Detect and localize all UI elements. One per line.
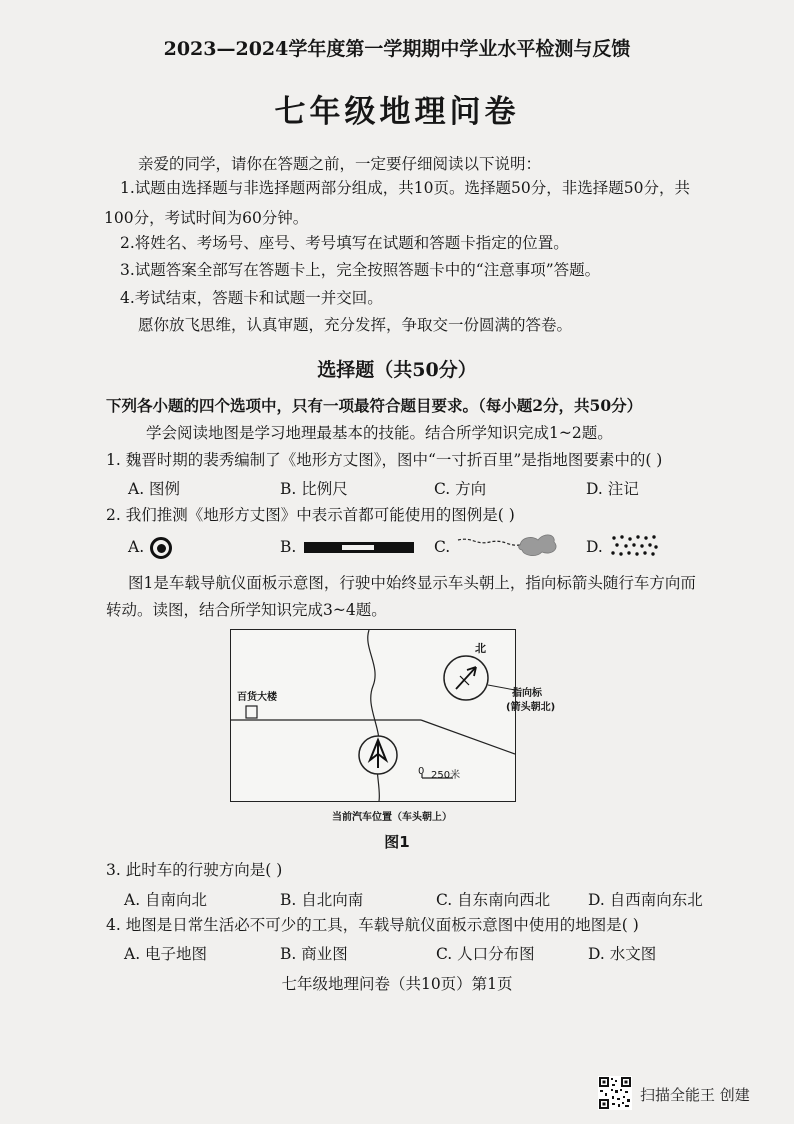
question-4-option-c: C. 人口分布图 — [436, 945, 535, 963]
question-4-option-d: D. 水文图 — [588, 945, 657, 963]
pointer-label: 指向标 — [512, 688, 542, 699]
boundary-lake-symbol-icon — [456, 530, 566, 560]
question-1-option-b: B. 比例尺 — [280, 480, 348, 498]
intro-item-2: 2.将姓名、考场号、座号、考号填写在试题和答题卡指定的位置。 — [120, 234, 569, 252]
context-3-4-line-1: 图1是车载导航仪面板示意图，行驶中始终显示车头朝上，指向标箭头随行车方向而 — [128, 574, 696, 592]
question-2-option-d: D. — [586, 538, 603, 556]
navigation-map-figure — [230, 629, 516, 802]
question-3-option-c: C. 自东南向西北 — [436, 891, 551, 909]
car-position-caption: 当前汽车位置（车头朝上） — [332, 812, 452, 823]
question-4-stem: 4. 地图是日常生活必不可少的工具，车载导航仪面板示意图中使用的地图是( ) — [106, 916, 639, 934]
question-2-option-c: C. — [434, 538, 451, 556]
question-2-stem: 2. 我们推测《地形方丈图》中表示首都可能使用的图例是( ) — [106, 506, 515, 524]
dot-pattern-symbol-icon — [610, 534, 660, 558]
question-1-option-c: C. 方向 — [434, 480, 487, 498]
scanner-watermark: 扫描全能王 创建 — [640, 1086, 750, 1104]
map-scale-value: 250米 — [431, 770, 461, 781]
intro-item-3: 3.试题答案全部写在答题卡上，完全按照答题卡中的“注意事项”答题。 — [120, 261, 601, 279]
intro-greeting: 亲爱的同学，请你在答题之前，一定要仔细阅读以下说明： — [138, 155, 542, 173]
section-title: 选择题（共50分） — [317, 359, 477, 381]
navigation-map-drawing — [231, 630, 515, 801]
figure-caption: 图1 — [384, 833, 410, 851]
map-scale-zero: 0 — [418, 766, 425, 777]
question-3-option-d: D. 自西南向东北 — [588, 891, 703, 909]
question-1-stem: 1. 魏晋时期的裴秀编制了《地形方丈图》，图中“一寸折百里”是指地图要素中的( ) — [106, 451, 663, 469]
question-4-option-b: B. 商业图 — [280, 945, 348, 963]
page-footer: 七年级地理问卷（共10页）第1页 — [281, 975, 513, 993]
question-3-stem: 3. 此时车的行驶方向是( ) — [106, 861, 283, 879]
context-3-4-line-2: 转动。读图，结合所学知识完成3~4题。 — [106, 601, 387, 619]
intro-item-1-cont: 100分，考试时间为60分钟。 — [104, 209, 309, 227]
qr-code-icon — [598, 1076, 632, 1110]
railway-symbol-icon — [304, 541, 416, 555]
exam-header: 2023—2024学年度第一学期期中学业水平检测与反馈 — [163, 38, 631, 60]
section-instruction: 下列各小题的四个选项中，只有一项最符合题目要求。（每小题2分，共50分） — [106, 396, 643, 415]
map-north-label: 北 — [475, 642, 486, 655]
intro-item-4: 4.考试结束，答题卡和试题一并交回。 — [120, 289, 383, 307]
exam-title: 七年级地理问卷 — [274, 94, 520, 130]
intro-wish: 愿你放飞思维，认真审题，充分发挥，争取交一份圆满的答卷。 — [138, 316, 573, 334]
question-3-option-a: A. 自南向北 — [124, 891, 208, 909]
context-1-2: 学会阅读地图是学习地理最基本的技能。结合所学知识完成1~2题。 — [146, 424, 613, 442]
question-2-option-a: A. — [128, 538, 145, 556]
question-3-option-b: B. 自北向南 — [280, 891, 364, 909]
pointer-label-note: (箭头朝北) — [506, 702, 556, 713]
question-1-option-d: D. 注记 — [586, 480, 639, 498]
question-2-option-b: B. — [280, 538, 297, 556]
question-4-option-a: A. 电子地图 — [124, 945, 208, 963]
capital-symbol-icon — [150, 537, 172, 559]
map-building-label: 百货大楼 — [237, 692, 277, 703]
intro-item-1: 1.试题由选择题与非选择题两部分组成，共10页。选择题50分，非选择题50分，共 — [120, 179, 690, 197]
question-1-option-a: A. 图例 — [128, 480, 181, 498]
